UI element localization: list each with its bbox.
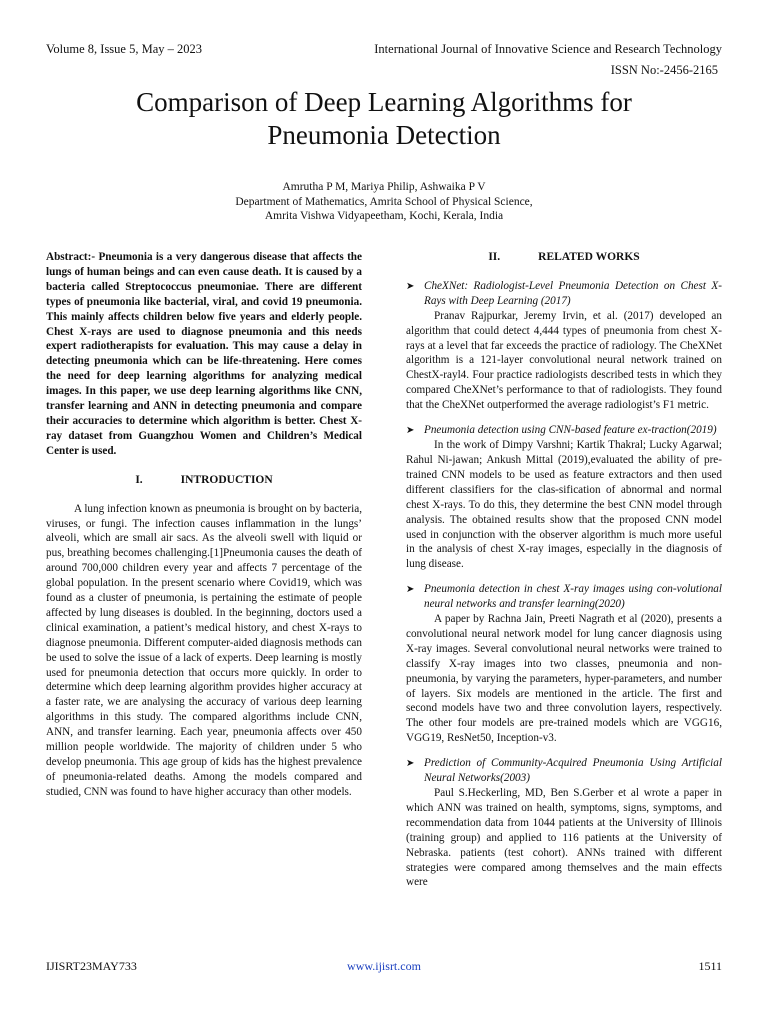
right-column (406, 250, 722, 890)
related-work-heading (406, 582, 722, 612)
journal-name: International Journal of Innovative Science and Research Technology (374, 42, 722, 56)
related-work-heading (406, 279, 722, 309)
arrow-bullet-icon: ➤ (406, 758, 415, 770)
related-work-heading (406, 423, 722, 438)
author-block (40, 180, 728, 224)
related-work-item (406, 756, 722, 890)
left-column (46, 250, 362, 800)
page-footer (46, 959, 722, 975)
related-work-title: CheXNet: Radiologist-Level Pneumonia Detection on Chest X-Rays with Deep Learning (2017) (424, 279, 722, 307)
issn: ISSN No:-2456-2165 (610, 63, 718, 77)
paper-title (40, 86, 728, 152)
related-work-title: Prediction of Community-Acquired Pneumonia Using Artificial Neural Networks(2003) (424, 757, 722, 785)
related-work-title: Pneumonia detection in chest X-ray images using con-volutional neural networks and transfer learning(2020) (424, 583, 722, 611)
author-department: Department of Mathematics, Amrita School of Physical Science, (235, 195, 533, 208)
title-line-1: Comparison of Deep Learning Algorithms for (136, 87, 632, 117)
abstract: Abstract:- Pneumonia is a very dangerous disease that affects the lungs of human beings and can even cause death. It is caused by a bacteria called Streptococcus pneumoniae. There are different types of pneumonia like bacterial, viral, and covid 19 pneumonia. This mainly affects children below five years and elderly people. Chest X-rays are used to diagnose pneumonia and this needs expert radiotherapists for evaluation. This may cause a delay in detecting pneumonia which can be life-threatening. Here comes the need for deep learning algorithms for analyzing medical images. In this paper, we use deep learning algorithms like CNN, transfer learning and ANN in detecting pneumonia and compare their accuracies to determine which algorithm is better. Chest X-ray dataset from Guangzhou Women and Children’s Medical Center is used. (46, 251, 362, 457)
arrow-bullet-icon: ➤ (406, 425, 415, 437)
author-names: Amrutha P M, Mariya Philip, Ashwaika P V (282, 181, 486, 193)
related-work-item (406, 423, 722, 572)
related-work-text: Paul S.Heckerling, MD, Ben S.Gerber et al wrote a paper in which ANN was trained on health, symptoms, signs, symptoms, and recommendation data from 1044 patients at the University of Illinois (training group) and applied to 116 patients at the University of Nebraska. patients (test cohort). ANNs trained with different strategies were compared among themselves and the main effects were (406, 787, 722, 889)
section-heading-related-works (406, 250, 722, 265)
arrow-bullet-icon: ➤ (406, 584, 415, 596)
section-title: INTRODUCTION (180, 473, 273, 486)
related-work-text: A paper by Rachna Jain, Preeti Nagrath et al (2020), presents a convolutional neural network model for lung cancer diagnosis using X-ray images. Several convolutional neural networks were trained to classify X-ray images into two classes, pneumonia and non-pneumonia, by varying the parameters, hyper-parameters, and number of layers. Six models are mentioned in the article. The first and second models have two and three convolution layers, respectively. The other four models are pre-trained models which are VGG16, VGG19, ResNet50, Inception-v3. (406, 613, 722, 745)
related-work-item (406, 279, 722, 413)
related-work-text: Pranav Rajpurkar, Jeremy Irvin, et al. (2017) developed an algorithm that could detect 4,444 types of pneumonia from chest X-rays at a level that far exceeds the practice of radiology. The CheXNet algorithm is a 121-layer convolutional neural network trained on ChestX-rayl4. Four practice radiologists described tests in which they compared CheXNet’s performance to that of radiologists. They found that the CheXNet outperformed the average radiologist’s F1 metric. (406, 309, 722, 412)
section-number: I. (135, 473, 143, 486)
page-number: 1511 (698, 959, 722, 973)
volume-info: Volume 8, Issue 5, May – 2023 (46, 42, 203, 56)
journal-website-link[interactable]: www.ijisrt.com (347, 959, 421, 973)
related-work-title: Pneumonia detection using CNN-based feature ex-traction(2019) (424, 424, 717, 437)
related-work-heading (406, 756, 722, 786)
introduction-text: A lung infection known as pneumonia is brought on by bacteria, viruses, or fungi. The infection causes inflammation in the lungs’ alveoli, which are small air sacs. As the alveoli swell with liquid or pus, breathing becomes challenging.[1]Pneumonia causes the death of around 700,000 children every year and affects 7 percentage of the global population. In the present scenario where Covid19, which was found as a cluster of pneumonia, is pertaining the estimate of people affected by lung diseases is doubled. In the beginning, doctors used a clinical examination, a patient’s medical history, and chest X-rays to diagnose pneumonia. Different computer-aided diagnosis methods can be used to solve the issue of a lack of experts. Deep learning is mostly used for pneumonia detection that occurs more quickly. In order to determine which deep learning algorithm provides higher accuracy at a faster rate, we are analysing the accuracy of various deep learning algorithms in this study. The compared algorithms include CNN, ANN, and transfer learning. Each year, pneumonia affects over 450 million people worldwide. The majority of children under 5 who develop pneumonia. This age group of kids has the highest prevalence of pneumonia-related deaths. Among the models compared and studied, CNN was found to have higher accuracy than other models. (46, 502, 362, 798)
paper-code: IJISRT23MAY733 (46, 959, 137, 973)
related-work-text: In the work of Dimpy Varshni; Kartik Thakral; Lucky Agarwal; Rahul Ni-jawan; Ankush Mittal (2019),evaluated the ability of pre-trained CNN models to be used as feature extractors and then used different classifiers for the clas-sification of abnormal and normal chest X-rays. To do this, they determine the best CNN model through analysis. The obtained results show that the proposed CNN model used in conjunction with the observer algorithm is much more useful in the analysis of chest X-ray images, especially in the diagnosis of lung disease. (406, 439, 722, 571)
related-work-item (406, 582, 722, 746)
section-title: RELATED WORKS (538, 251, 640, 263)
section-heading-introduction (46, 473, 362, 488)
section-number: II. (488, 251, 501, 263)
arrow-bullet-icon: ➤ (406, 280, 415, 292)
author-institution: Amrita Vishwa Vidyapeetham, Kochi, Kerala, India (264, 210, 504, 222)
title-line-2: Pneumonia Detection (267, 120, 501, 150)
